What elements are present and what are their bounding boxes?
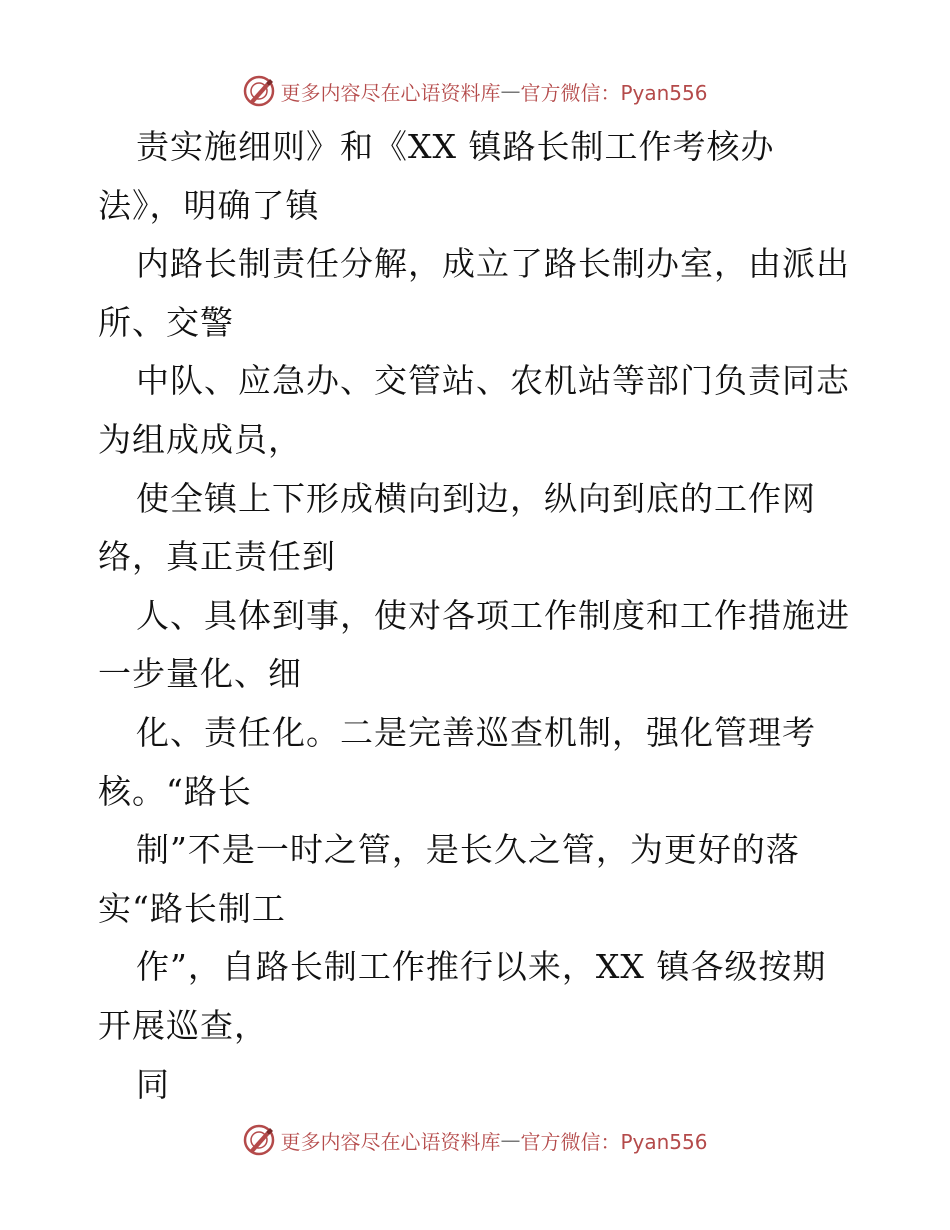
text-line: 化、责任化。二是完善巡查机制，强化管理考 [136,712,816,752]
banner-contact: 官方微信：Pyan556 [520,80,708,105]
header-banner [0,71,950,111]
text-line: 中队、应急办、交管站、农机站等部门负责同志 [136,361,850,401]
text-line: 所、交警 [98,302,234,342]
banner-title: 更多内容尽在心语资料库 [280,1129,501,1154]
text-line: 为组成成员， [98,419,302,459]
text-line: 内路长制责任分解，成立了路长制办室，由派出 [136,244,850,284]
banner-contact: 官方微信：Pyan556 [520,1129,708,1154]
text-line: 法》，明确了镇 [98,185,320,225]
pen-logo-icon [242,1123,276,1157]
text-line: 责实施细则》和《XX 镇路长制工作考核办 [136,127,775,166]
text-line: 同 [136,1064,170,1104]
pen-logo-icon [242,74,276,108]
document-body [98,118,868,1114]
banner-title: 更多内容尽在心语资料库 [280,80,501,105]
text-line: 制”不是一时之管，是长久之管，为更好的落 [136,830,800,870]
banner-separator: — [500,79,521,103]
text-line: 实“路长制工 [98,888,286,928]
text-line: 络，真正责任到 [98,537,336,577]
banner-separator: — [500,1128,521,1152]
footer-banner [0,1120,950,1160]
text-line: 使全镇上下形成横向到边，纵向到底的工作网 [136,478,816,518]
text-line: 一步量化、细 [98,654,302,694]
text-line: 人、具体到事，使对各项工作制度和工作措施进 [136,595,850,635]
text-line: 作”，自路长制工作推行以来，XX 镇各级按期 [136,947,827,987]
text-line: 核。“路长 [98,771,252,811]
text-line: 开展巡查， [98,1005,268,1045]
